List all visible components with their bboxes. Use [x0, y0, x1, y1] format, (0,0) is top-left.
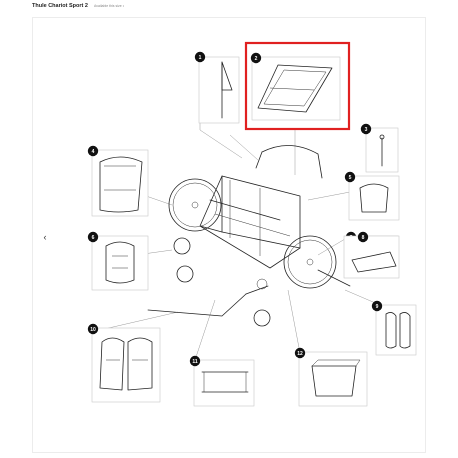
part-badge: [295, 348, 305, 358]
svg-text:12: 12: [297, 350, 303, 357]
part-badge: [88, 324, 98, 334]
part-badge: [195, 52, 205, 62]
part-2[interactable]: [251, 53, 340, 120]
product-subtitle: Available this size •: [94, 4, 124, 8]
svg-text:5: 5: [348, 174, 352, 181]
part-8[interactable]: [344, 232, 399, 278]
part-12[interactable]: [295, 348, 367, 406]
part-3[interactable]: [361, 124, 398, 172]
part-badge: [358, 232, 368, 242]
chevron-left-icon[interactable]: ‹: [43, 232, 47, 242]
part-badge: [88, 146, 98, 156]
svg-text:1: 1: [198, 54, 202, 61]
part-badge: [361, 124, 371, 134]
svg-text:2: 2: [254, 55, 258, 62]
svg-text:11: 11: [192, 358, 198, 365]
svg-text:4: 4: [91, 148, 95, 155]
part-badge: [372, 301, 382, 311]
stroller-frame: [148, 145, 350, 326]
product-title: Thule Chariot Sport 2: [32, 3, 88, 9]
part-badge: [190, 356, 200, 366]
part-badge: [88, 232, 98, 242]
part-badge: [251, 53, 261, 63]
part-11[interactable]: [190, 356, 254, 406]
part-5[interactable]: [345, 172, 399, 220]
part-9[interactable]: [372, 301, 416, 355]
svg-text:6: 6: [91, 234, 95, 241]
svg-text:8: 8: [361, 234, 365, 241]
part-6[interactable]: [88, 232, 148, 290]
part-badge: [345, 172, 355, 182]
svg-text:10: 10: [90, 326, 96, 333]
svg-text:9: 9: [375, 303, 379, 310]
svg-text:3: 3: [364, 126, 368, 133]
part-1[interactable]: [195, 52, 239, 123]
part-4[interactable]: [88, 146, 148, 216]
part-10[interactable]: [88, 324, 160, 402]
